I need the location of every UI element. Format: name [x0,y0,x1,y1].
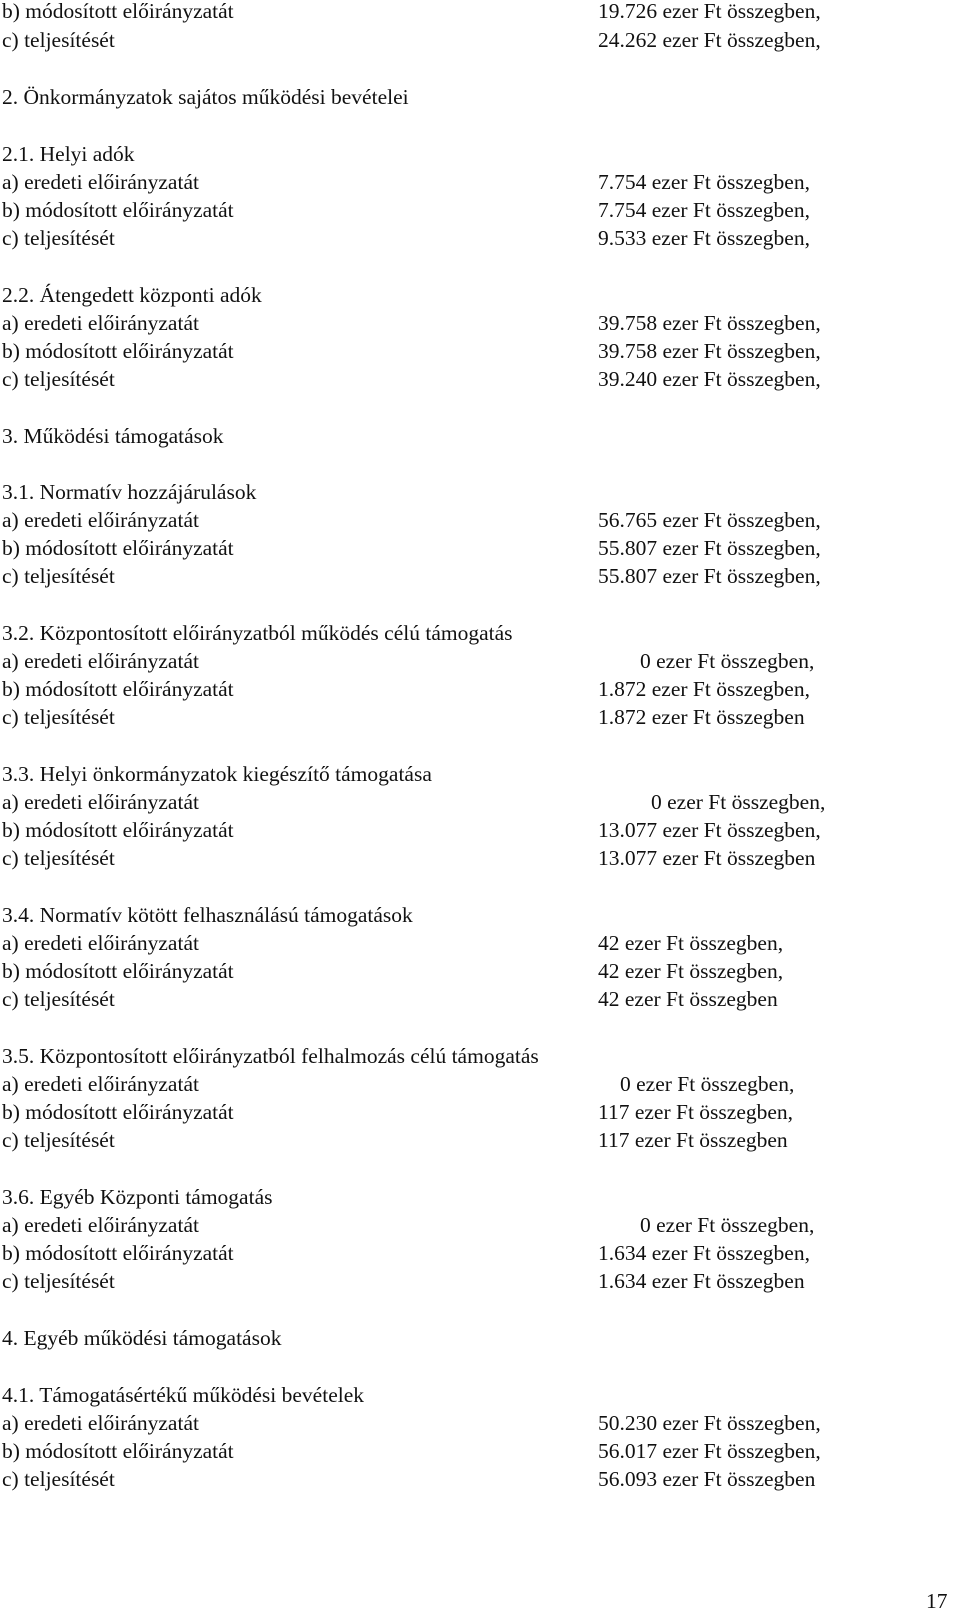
line-value: 55.807 ezer Ft összegben, [598,536,821,560]
subsection-heading: 4.1. Támogatásértékű működési bevételek [2,1383,365,1407]
line-value: 56.093 ezer Ft összegben [598,1467,816,1491]
line-value: 0 ezer Ft összegben, [640,1213,815,1237]
line-value: 1.872 ezer Ft összegben [598,705,805,729]
line-label: c) teljesítését [2,564,115,588]
line-value: 56.765 ezer Ft összegben, [598,508,821,532]
line-label: b) módosított előirányzatát [2,1100,234,1124]
line-value: 117 ezer Ft összegben, [598,1100,794,1124]
line-value: 7.754 ezer Ft összegben, [598,170,810,194]
line-value: 42 ezer Ft összegben [598,987,778,1011]
line-value: 0 ezer Ft összegben, [620,1072,795,1096]
subsection-heading: 2.2. Átengedett központi adók [2,283,262,307]
line-label: c) teljesítését [2,367,115,391]
subsection-heading: 3.6. Egyéb Központi támogatás [2,1185,273,1209]
line-label: b) módosított előirányzatát [2,1439,234,1463]
line-label: b) módosított előirányzatát [2,818,234,842]
line-label: c) teljesítését [2,1467,115,1491]
subsection-heading: 3.2. Központosított előirányzatból működés célú támogatás [2,621,513,645]
line-value: 0 ezer Ft összegben, [640,649,815,673]
page-number: 17 [926,1589,948,1613]
line-label: c) teljesítését [2,1128,115,1152]
line-label: a) eredeti előirányzatát [2,790,199,814]
section-heading: 3. Működési támogatások [2,424,224,448]
line-value: 42 ezer Ft összegben, [598,931,784,955]
line-label: b) módosított előirányzatát [2,959,234,983]
line-label: c) teljesítését [2,846,115,870]
line-label: b) módosított előirányzatát [2,677,234,701]
line-label: c) teljesítését [2,28,115,52]
subsection-heading: 3.3. Helyi önkormányzatok kiegészítő támogatása [2,762,432,786]
subsection-heading: 3.5. Központosított előirányzatból felhalmozás célú támogatás [2,1044,539,1068]
line-value: 42 ezer Ft összegben, [598,959,784,983]
line-label: a) eredeti előirányzatát [2,170,199,194]
line-value: 39.758 ezer Ft összegben, [598,311,821,335]
line-value: 1.634 ezer Ft összegben, [598,1241,810,1265]
line-label: a) eredeti előirányzatát [2,649,199,673]
line-value: 50.230 ezer Ft összegben, [598,1411,821,1435]
line-label: b) módosított előirányzatát [2,536,234,560]
line-value: 1.872 ezer Ft összegben, [598,677,810,701]
line-value: 24.262 ezer Ft összegben, [598,28,821,52]
line-label: a) eredeti előirányzatát [2,1411,199,1435]
subsection-heading: 3.4. Normatív kötött felhasználású támogatások [2,903,413,927]
line-label: b) módosított előirányzatát [2,339,234,363]
line-label: b) módosított előirányzatát [2,0,234,23]
line-value: 0 ezer Ft összegben, [651,790,826,814]
line-value: 9.533 ezer Ft összegben, [598,226,810,250]
line-label: c) teljesítését [2,1269,115,1293]
line-label: b) módosított előirányzatát [2,1241,234,1265]
subsection-heading: 2.1. Helyi adók [2,142,135,166]
line-value: 7.754 ezer Ft összegben, [598,198,810,222]
line-value: 1.634 ezer Ft összegben [598,1269,805,1293]
section-heading: 2. Önkormányzatok sajátos működési bevételei [2,85,409,109]
section-heading: 4. Egyéb működési támogatások [2,1326,282,1350]
line-value: 13.077 ezer Ft összegben, [598,818,821,842]
line-value: 117 ezer Ft összegben [598,1128,788,1152]
line-label: a) eredeti előirányzatát [2,508,199,532]
line-label: c) teljesítését [2,226,115,250]
line-label: a) eredeti előirányzatát [2,931,199,955]
line-label: c) teljesítését [2,987,115,1011]
line-value: 56.017 ezer Ft összegben, [598,1439,821,1463]
line-value: 39.758 ezer Ft összegben, [598,339,821,363]
line-label: a) eredeti előirányzatát [2,1213,199,1237]
line-label: b) módosított előirányzatát [2,198,234,222]
line-label: a) eredeti előirányzatát [2,311,199,335]
line-value: 39.240 ezer Ft összegben, [598,367,821,391]
line-value: 55.807 ezer Ft összegben, [598,564,821,588]
subsection-heading: 3.1. Normatív hozzájárulások [2,480,257,504]
line-label: a) eredeti előirányzatát [2,1072,199,1096]
line-value: 19.726 ezer Ft összegben, [598,0,821,23]
line-label: c) teljesítését [2,705,115,729]
line-value: 13.077 ezer Ft összegben [598,846,816,870]
